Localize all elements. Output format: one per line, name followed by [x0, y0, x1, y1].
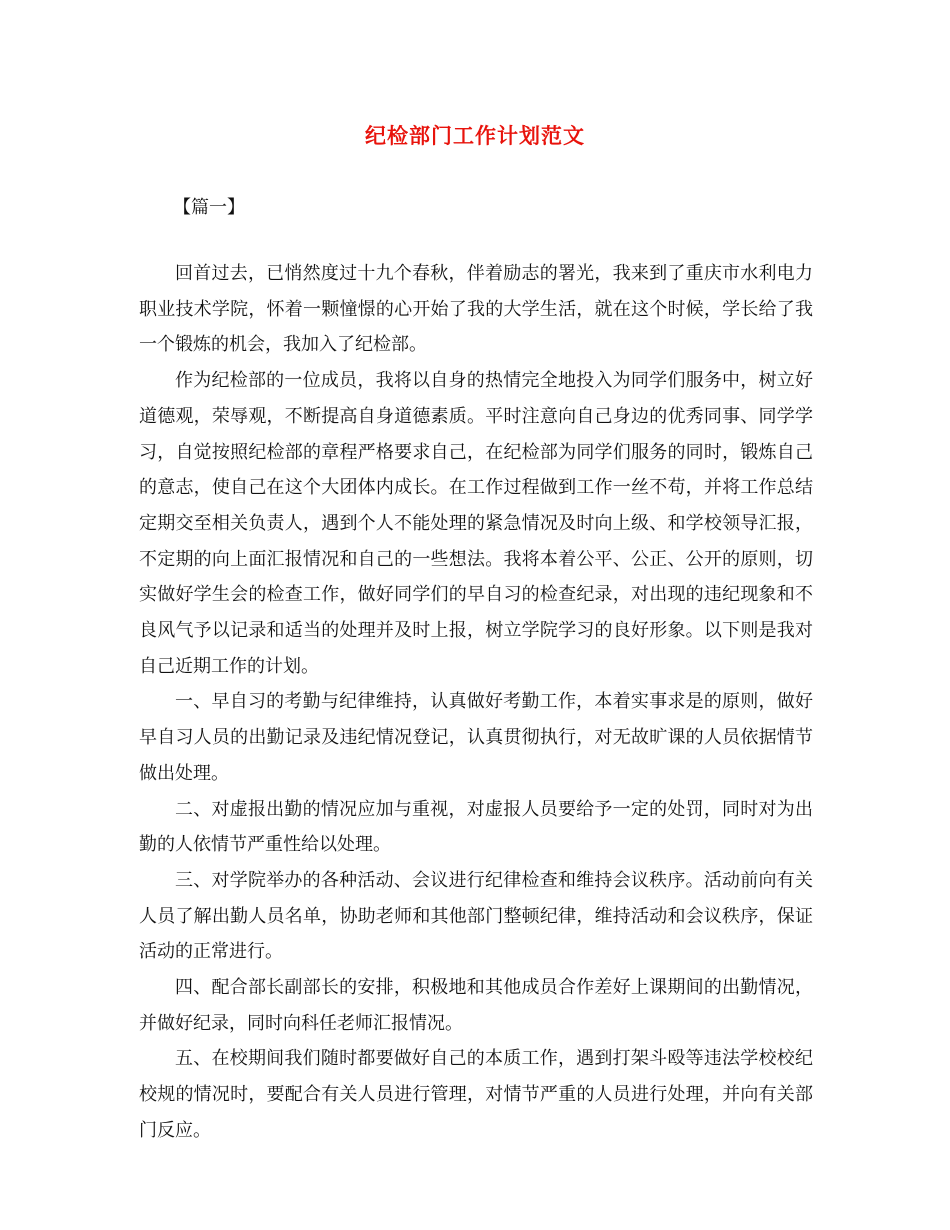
paragraph-item-2: 二、对虚报出勤的情况应加与重视，对虚报人员要给予一定的处罚，同时对为出勤的人依情节严重性给以处理。: [139, 798, 813, 856]
paragraph-role: 作为纪检部的一位成员，我将以自身的热情完全地投入为同学们服务中，树立好道德观，荣辱观，不断提高自身道德素质。平时注意向自己身边的优秀同事、同学学习，自觉按照纪检部的章程严格要求自己，在纪检部为同学们服务的同时，锻炼自己的意志，使自己在这个大团体内成长。在工作过程做到工作一丝不苟，并将工作总结定期交至相关负责人，遇到个人不能处理的紧急情况及时向上级、和学校领导汇报，不定期的向上面汇报情况和自己的一些想法。我将本着公平、公正、公开的原则，切实做好学生会的检查工作，做好同学们的早自习的检查纪录，对出现的违纪现象和不良风气予以记录和适当的处理并及时上报，树立学院学习的良好形象。以下则是我对自己近期工作的计划。: [139, 370, 813, 677]
paragraph-item-1: 一、早自习的考勤与纪律维持，认真做好考勤工作，本着实事求是的原则，做好早自习人员的出勤记录及违纪情况登记，认真贯彻执行，对无故旷课的人员依据情节做出处理。: [139, 691, 813, 784]
paragraph-item-3: 三、对学院举办的各种活动、会议进行纪律检查和维持会议秩序。活动前向有关人员了解出勤人员名单，协助老师和其他部门整顿纪律，维持活动和会议秩序，保证活动的正常进行。: [139, 869, 813, 963]
document-title: 纪检部门工作计划范文: [365, 123, 585, 148]
section-heading: 【篇一】: [173, 197, 245, 218]
paragraph-item-4: 四、配合部长副部长的安排，积极地和其他成员合作差好上课期间的出勤情况，并做好纪录，同时向科任老师汇报情况。: [139, 977, 813, 1034]
paragraph-intro: 回首过去，已悄然度过十九个春秋，伴着励志的署光，我来到了重庆市水利电力职业技术学院，怀着一颗憧憬的心开始了我的大学生活，就在这个时候，学长给了我一个锻炼的机会，我加入了纪检部。: [139, 263, 813, 356]
document-body: [139, 256, 813, 1149]
paragraph-item-5: 五、在校期间我们随时都要做好自己的本质工作，遇到打架斗殴等违法学校校纪校规的情况时，要配合有关人员进行管理，对情节严重的人员进行处理，并向有关部门反应。: [139, 1048, 813, 1141]
